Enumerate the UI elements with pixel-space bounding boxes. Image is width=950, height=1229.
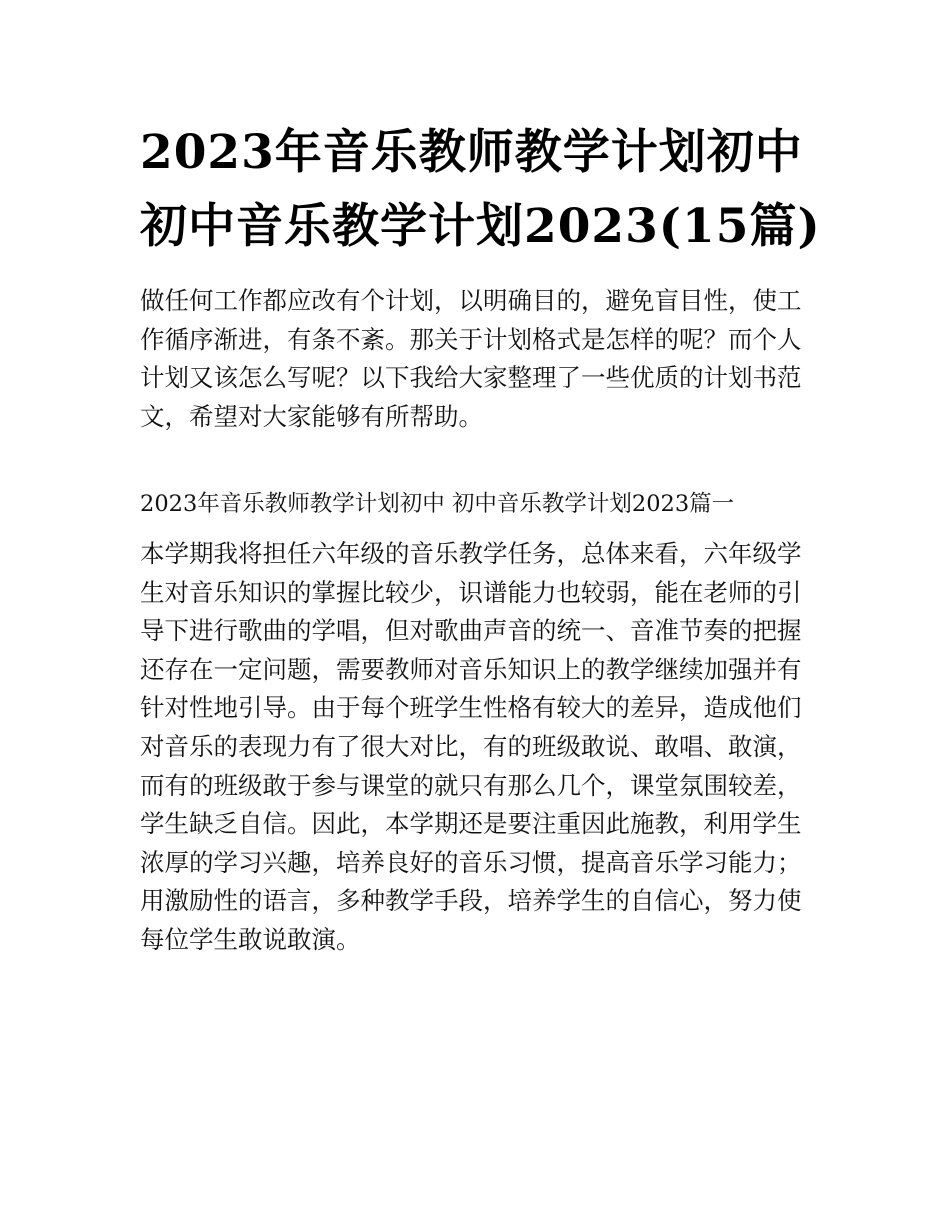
page-title <box>140 116 820 264</box>
content-line: 浓厚的学习兴趣，培养良好的音乐习惯，提高音乐学习能力； <box>140 847 802 877</box>
intro-line: 作循序渐进，有条不紊。那关于计划格式是怎样的呢？而个人 <box>140 324 802 354</box>
intro-line: 计划又该怎么写呢？以下我给大家整理了一些优质的计划书范 <box>140 363 802 392</box>
content-line: 学生缺乏自信。因此，本学期还是要注重因此施教，利用学生 <box>140 809 802 839</box>
content-line: 用激励性的语言，多种教学手段，培养学生的自信心，努力使 <box>140 886 802 916</box>
title-line-1: 2023年音乐教师教学计划初中 <box>140 125 803 180</box>
section-heading: 2023年音乐教师教学计划初中 初中音乐教学计划2023篇一 <box>140 491 735 517</box>
content-line: 生对音乐知识的掌握比较少，识谱能力也较弱，能在老师的引 <box>140 577 802 607</box>
content-paragraph <box>140 535 820 960</box>
content-line: 而有的班级敢于参与课堂的就只有那么几个，课堂氛围较差， <box>140 770 802 800</box>
content-line: 对音乐的表现力有了很大对比，有的班级敢说、敢唱、敢演， <box>140 731 802 761</box>
content-line: 每位学生敢说敢演。 <box>140 924 361 954</box>
title-line-2: 初中音乐教学计划2023(15篇) <box>140 199 821 254</box>
content-line: 导下进行歌曲的学唱，但对歌曲声音的统一、音准节奏的把握 <box>140 616 802 646</box>
intro-line: 做任何工作都应改有个计划，以明确目的，避免盲目性，使工 <box>140 286 802 315</box>
content-line: 本学期我将担任六年级的音乐教学任务，总体来看，六年级学 <box>140 539 802 568</box>
intro-line: 文，希望对大家能够有所帮助。 <box>140 401 483 431</box>
intro-paragraph <box>140 282 820 436</box>
content-line: 还存在一定问题，需要教师对音乐知识上的教学继续加强并有 <box>140 654 802 684</box>
content-line: 针对性地引导。由于每个班学生性格有较大的差异，造成他们 <box>140 693 802 723</box>
